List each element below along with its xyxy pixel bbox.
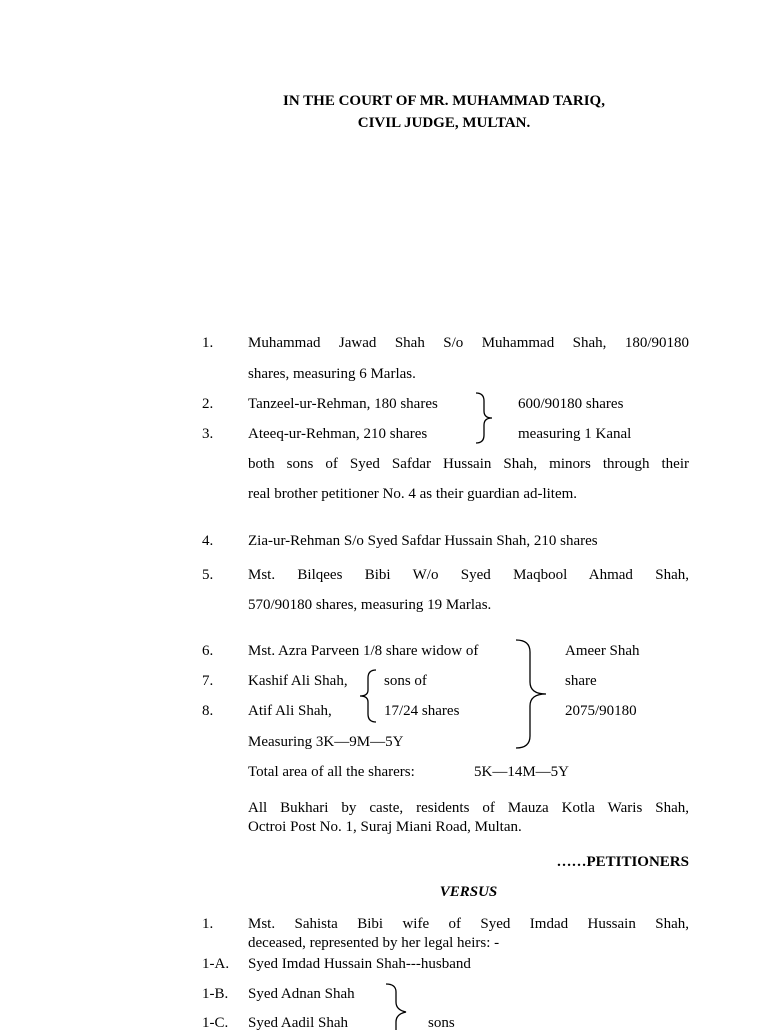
petitioners-2-3-note-line2: real brother petitioner No. 4 as their guardian ad-litem. — [248, 486, 578, 502]
petitioner-5-line2: 570/90180 shares, measuring 19 Marlas. — [248, 597, 492, 613]
respondent-1-line2: deceased, represented by her legal heirs: - — [248, 935, 500, 951]
curly-brace-icon — [514, 638, 550, 752]
petitioner-7-text: Kashif Ali Shah, — [248, 673, 348, 689]
petitioner-1-line1: Muhammad Jawad Shah S/o Muhammad Shah, 180/90180 — [248, 335, 689, 351]
respondent-1-line1: Mst. Sahista Bibi wife of Syed Imdad Hussain Shah, — [248, 916, 689, 932]
petitioner-5-line1: Mst. Bilqees Bibi W/o Syed Maqbool Ahmad Shah, — [248, 567, 689, 583]
petitioner-2-text: Tanzeel-ur-Rehman, 180 shares — [248, 396, 438, 412]
respondent-1b-text: Syed Adnan Shah — [248, 986, 355, 1002]
item-number: 5. — [202, 567, 214, 583]
petitioner-6-aside: Ameer Shah — [565, 643, 640, 659]
address-line2: Octroi Post No. 1, Suraj Miani Road, Multan. — [248, 819, 522, 835]
item-number: 8. — [202, 703, 214, 719]
curly-brace-icon — [384, 982, 410, 1032]
petitioner-4-text: Zia-ur-Rehman S/o Syed Safdar Hussain Shah, 210 shares — [248, 533, 598, 549]
petitioner-8-text: Atif Ali Shah, — [248, 703, 332, 719]
petitioners-6-8-measure: Measuring 3K—9M—5Y — [248, 734, 404, 750]
item-number: 2. — [202, 396, 214, 412]
total-area-label: Total area of all the sharers: — [248, 764, 415, 780]
item-number: 1-B. — [202, 986, 229, 1002]
respondent-1c-text: Syed Aadil Shah — [248, 1015, 348, 1031]
item-number: 7. — [202, 673, 214, 689]
petitioner-8-aside: 2075/90180 — [565, 703, 637, 719]
petitioner-7-mid: sons of — [384, 673, 427, 689]
curly-brace-icon — [358, 668, 378, 724]
respondent-1c-aside: sons — [428, 1015, 455, 1031]
address-line1: All Bukhari by caste, residents of Mauza Kotla Waris Shah, — [248, 800, 689, 816]
total-area-value: 5K—14M—5Y — [474, 764, 570, 780]
court-title-line1: IN THE COURT OF MR. MUHAMMAD TARIQ, — [283, 93, 605, 109]
item-number: 1-C. — [202, 1015, 229, 1031]
petitioner-1-line2: shares, measuring 6 Marlas. — [248, 366, 416, 382]
item-number: 3. — [202, 426, 214, 442]
petitioner-6-text: Mst. Azra Parveen 1/8 share widow of — [248, 643, 479, 659]
curly-brace-icon — [474, 391, 496, 445]
item-number: 1-A. — [202, 956, 230, 972]
petitioner-2-aside: 600/90180 shares — [518, 396, 624, 412]
item-number: 1. — [202, 335, 214, 351]
item-number: 4. — [202, 533, 214, 549]
petitioner-8-mid: 17/24 shares — [384, 703, 460, 719]
respondent-1a-text: Syed Imdad Hussain Shah---husband — [248, 956, 471, 972]
petitioners-2-3-note-line1: both sons of Syed Safdar Hussain Shah, minors through their — [248, 456, 689, 472]
court-title-line2: CIVIL JUDGE, MULTAN. — [357, 115, 531, 131]
petitioner-3-aside: measuring 1 Kanal — [518, 426, 632, 442]
petitioner-3-text: Ateeq-ur-Rehman, 210 shares — [248, 426, 428, 442]
versus-heading: VERSUS — [439, 884, 498, 900]
petitioner-7-aside: share — [565, 673, 597, 689]
item-number: 1. — [202, 916, 214, 932]
item-number: 6. — [202, 643, 214, 659]
petitioners-label: ……PETITIONERS — [556, 854, 689, 870]
